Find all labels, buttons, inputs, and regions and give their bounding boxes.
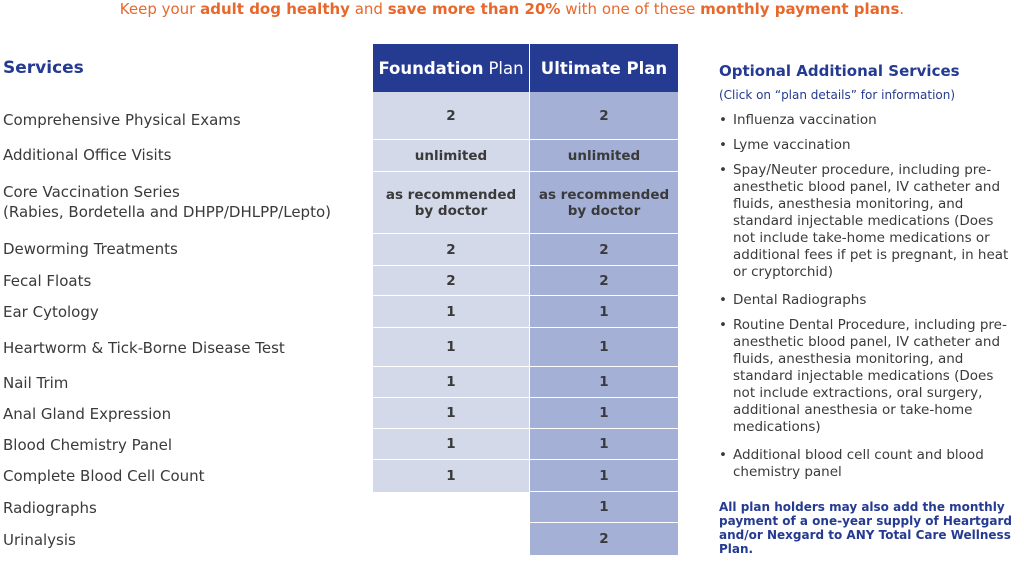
list-item-text: Lyme vaccination [733, 137, 851, 153]
service-label: Urinalysis [3, 531, 76, 549]
service-label: Blood Chemistry Panel [3, 436, 173, 454]
plan-cell: 1 [446, 468, 456, 484]
list-item-text: Dental Radiographs [733, 292, 867, 308]
plan-cell: 2 [373, 92, 529, 140]
plan-name-suffix: Plan [488, 58, 524, 78]
plan-cell: 1 [373, 429, 529, 460]
plan-cell: 1 [530, 429, 678, 460]
list-item [719, 137, 1014, 154]
list-item-text: Spay/Neuter procedure, including pre-anesthetic blood panel, IV catheter and fluids, anesthesia monitoring, and standard injectable medications (Does not include take-home medications or additional fees if pet is pregnant, in heat or cryptorchid) [733, 162, 1009, 280]
headline-text: Keep your [119, 0, 201, 18]
ultimate-plan-column [530, 92, 678, 555]
plan-cell-line: as recommended [538, 186, 670, 203]
plan-cell: 1 [373, 296, 529, 328]
plan-cell: unlimited [530, 140, 678, 172]
plan-cell: 1 [530, 328, 678, 367]
service-label: Deworming Treatments [3, 240, 178, 258]
bullet-icon: • [719, 137, 727, 153]
service-label-sub: (Rabies, Bordetella and DHPP/DHLPP/Lepto) [3, 203, 331, 221]
plan-cell-line: by doctor [414, 202, 488, 219]
headline-text: . [899, 0, 905, 18]
service-label: Ear Cytology [3, 303, 99, 321]
bullet-icon: • [719, 292, 727, 308]
service-label: Fecal Floats [3, 272, 92, 290]
list-item [719, 162, 1014, 281]
plan-cell-line: as recommended [385, 186, 517, 203]
foundation-plan-header [373, 44, 529, 92]
plan-cell: 1 [373, 367, 529, 398]
bullet-icon: • [719, 162, 727, 178]
plan-holder-note: All plan holders may also add the monthly payment of a one-year supply of Heartgard and/or Nexgard to ANY Total Care Wellness Plan. [719, 500, 1012, 556]
plan-cell: 1 [530, 492, 678, 523]
bullet-icon: • [719, 317, 727, 333]
foundation-plan-column [373, 92, 529, 492]
bullet-icon: • [719, 112, 727, 128]
plan-cell: 2 [530, 234, 678, 266]
service-label: Comprehensive Physical Exams [3, 111, 241, 129]
plan-cell: 1 [530, 398, 678, 429]
headline [0, 0, 1024, 18]
plan-cell: unlimited [373, 140, 529, 172]
headline-highlight: monthly payment plans [700, 0, 900, 18]
plan-cell: 2 [530, 266, 678, 296]
optional-services-title: Optional Additional Services [719, 62, 960, 80]
service-label: Anal Gland Expression [3, 405, 172, 423]
optional-services-subtitle: (Click on “plan details” for information) [719, 88, 956, 102]
plan-cell-line: by doctor [567, 202, 641, 219]
plan-cell: 2 [599, 531, 609, 547]
plan-cell: 1 [530, 296, 678, 328]
headline-highlight: save more than 20% [387, 0, 561, 18]
plan-cell: 2 [530, 92, 678, 140]
ultimate-plan-header [530, 44, 678, 92]
bullet-icon: • [719, 447, 727, 463]
service-label: Radiographs [3, 499, 97, 517]
list-item [719, 447, 1014, 481]
plan-cell: 2 [373, 234, 529, 266]
service-label: Core Vaccination Series [3, 183, 180, 201]
services-title: Services [3, 58, 84, 78]
plan-cell [373, 172, 529, 234]
service-label: Nail Trim [3, 374, 69, 392]
service-label: Complete Blood Cell Count [3, 467, 205, 485]
plan-cell [530, 172, 678, 234]
list-item [719, 112, 1014, 129]
plan-cell: 1 [373, 328, 529, 367]
list-item-text: Additional blood cell count and blood chemistry panel [733, 447, 984, 480]
plan-name: Ultimate Plan [540, 58, 668, 78]
headline-highlight: adult dog healthy [200, 0, 350, 18]
list-item [719, 317, 1014, 436]
service-label: Additional Office Visits [3, 146, 172, 164]
service-label: Heartworm & Tick-Borne Disease Test [3, 339, 285, 357]
list-item [719, 292, 1014, 309]
plan-cell: 2 [373, 266, 529, 296]
list-item-text: Routine Dental Procedure, including pre-anesthetic blood panel, IV catheter and fluids, anesthesia monitoring, and standard injectable medications (Does not include extractions, oral surgery, additional anesthesia or take-home medications) [733, 317, 1007, 435]
headline-text: and [349, 0, 388, 18]
plan-cell: 1 [373, 398, 529, 429]
headline-text: with one of these [560, 0, 701, 18]
plan-cell: 1 [530, 460, 678, 492]
list-item-text: Influenza vaccination [733, 112, 877, 128]
plan-name: Foundation [378, 58, 484, 78]
plan-cell: 1 [530, 367, 678, 398]
